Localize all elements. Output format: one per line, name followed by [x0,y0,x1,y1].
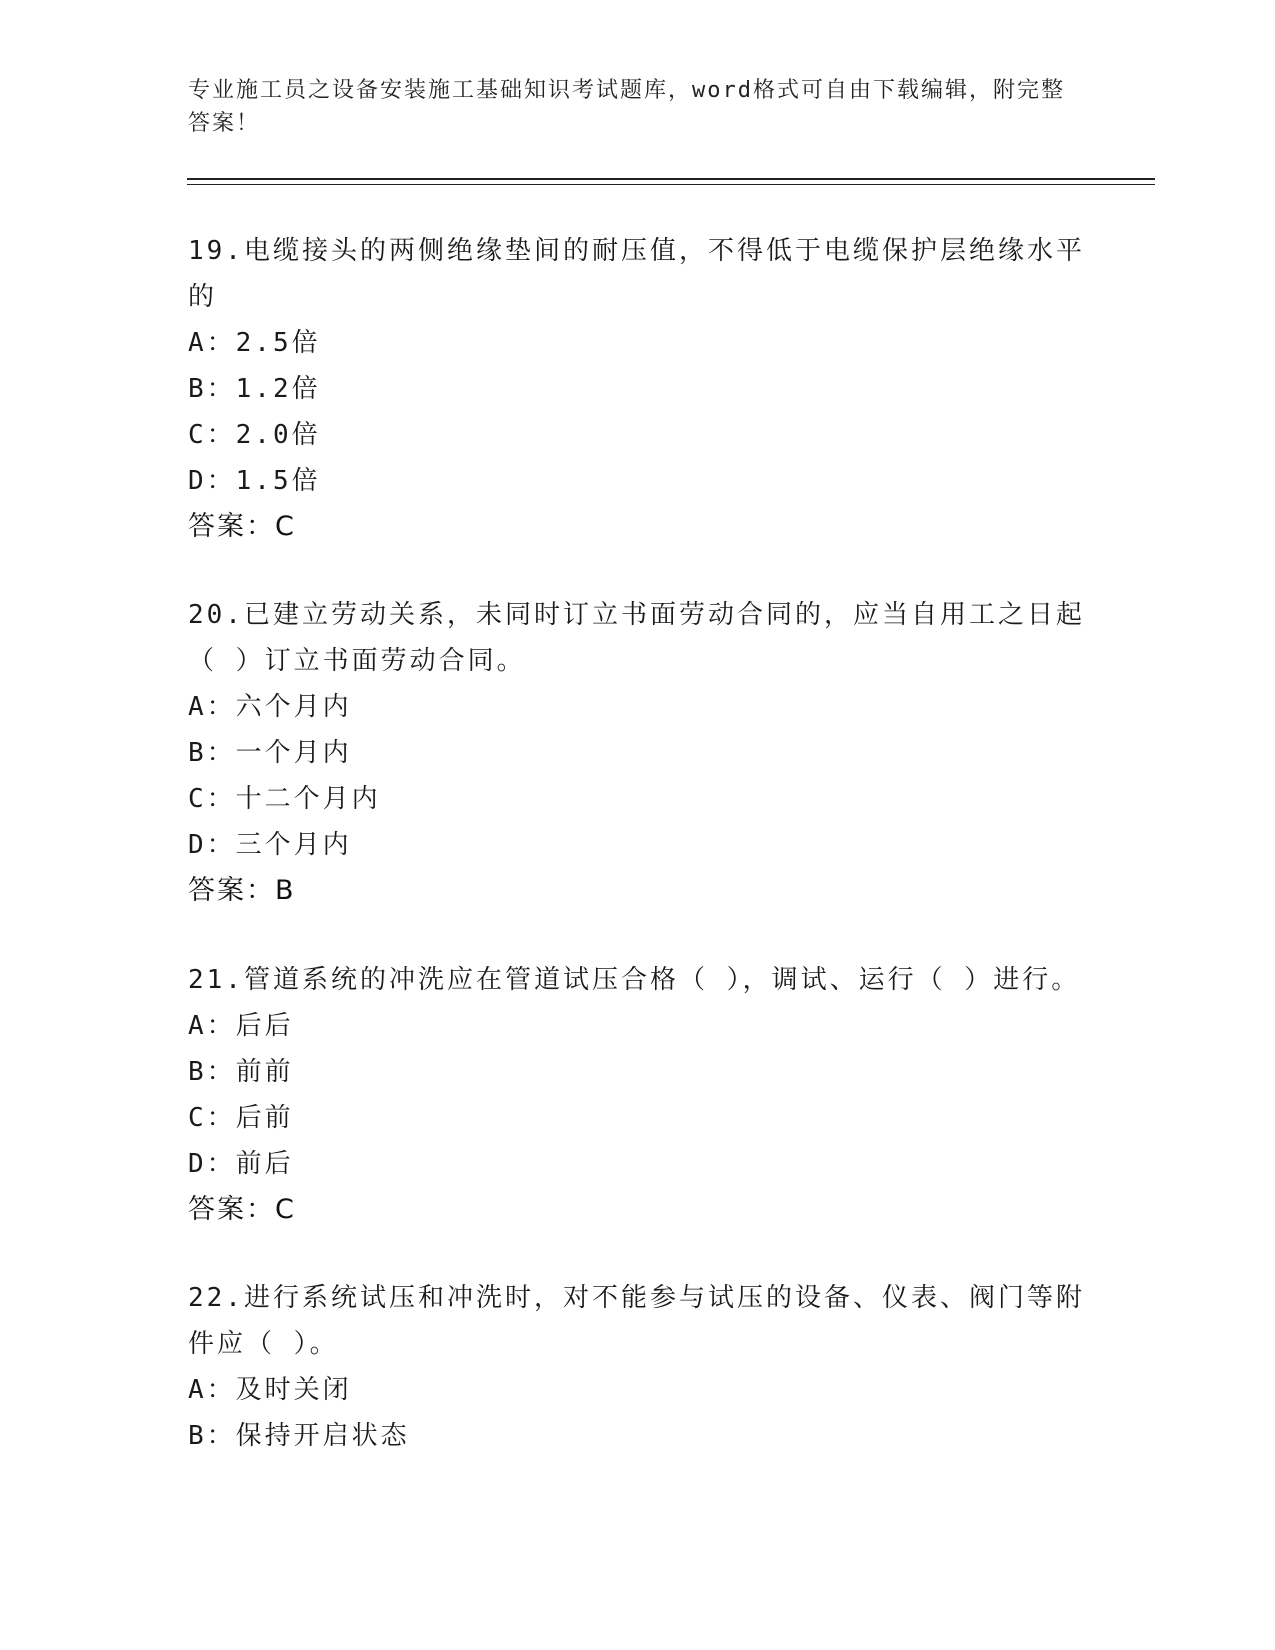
question-stem: 20.已建立劳动关系，未同时订立书面劳动合同的，应当自用工之日起（ ）订立书面劳动合同。 [188,600,1085,676]
option-d: D：三个月内 [188,830,352,860]
answer-value: B [275,875,294,906]
option-b: B：保持开启状态 [188,1421,410,1451]
option-c: C：后前 [188,1103,294,1133]
option-d: D：前后 [188,1149,294,1179]
answer-line [188,504,1088,550]
answer-label: 答案： [188,511,275,542]
option-a: A：六个月内 [188,692,352,722]
question-stem: 21.管道系统的冲洗应在管道试压合格（ ），调试、运行（ ）进行。 [188,965,1081,995]
question-21 [188,957,1088,1233]
document-title: 专业施工员之设备安装施工基础知识考试题库，word格式可自由下载编辑，附完整答案！ [188,78,1065,136]
question-22 [188,1275,1088,1459]
header-divider-thin [187,184,1155,185]
answer-value: C [275,511,294,542]
question-20 [188,592,1088,914]
option-c: C：2.0倍 [188,420,321,450]
answer-label: 答案： [188,1194,275,1225]
option-b: B：前前 [188,1057,294,1087]
header-divider-thick [187,178,1155,180]
answer-value: C [275,1194,294,1225]
answer-line [188,1187,1088,1233]
option-b: B：1.2倍 [188,374,321,404]
answer-line [188,868,1088,914]
option-a: A：2.5倍 [188,328,321,358]
option-a: A：后后 [188,1011,294,1041]
option-d: D：1.5倍 [188,466,321,496]
option-c: C：十二个月内 [188,784,381,814]
option-b: B：一个月内 [188,738,352,768]
answer-label: 答案： [188,875,275,906]
question-19 [188,228,1088,550]
question-stem: 22.进行系统试压和冲洗时，对不能参与试压的设备、仪表、阀门等附件应（ ）。 [188,1283,1085,1359]
document-header [188,74,1068,140]
question-stem: 19.电缆接头的两侧绝缘垫间的耐压值，不得低于电缆保护层绝缘水平的 [188,236,1085,312]
option-a: A：及时关闭 [188,1375,352,1405]
